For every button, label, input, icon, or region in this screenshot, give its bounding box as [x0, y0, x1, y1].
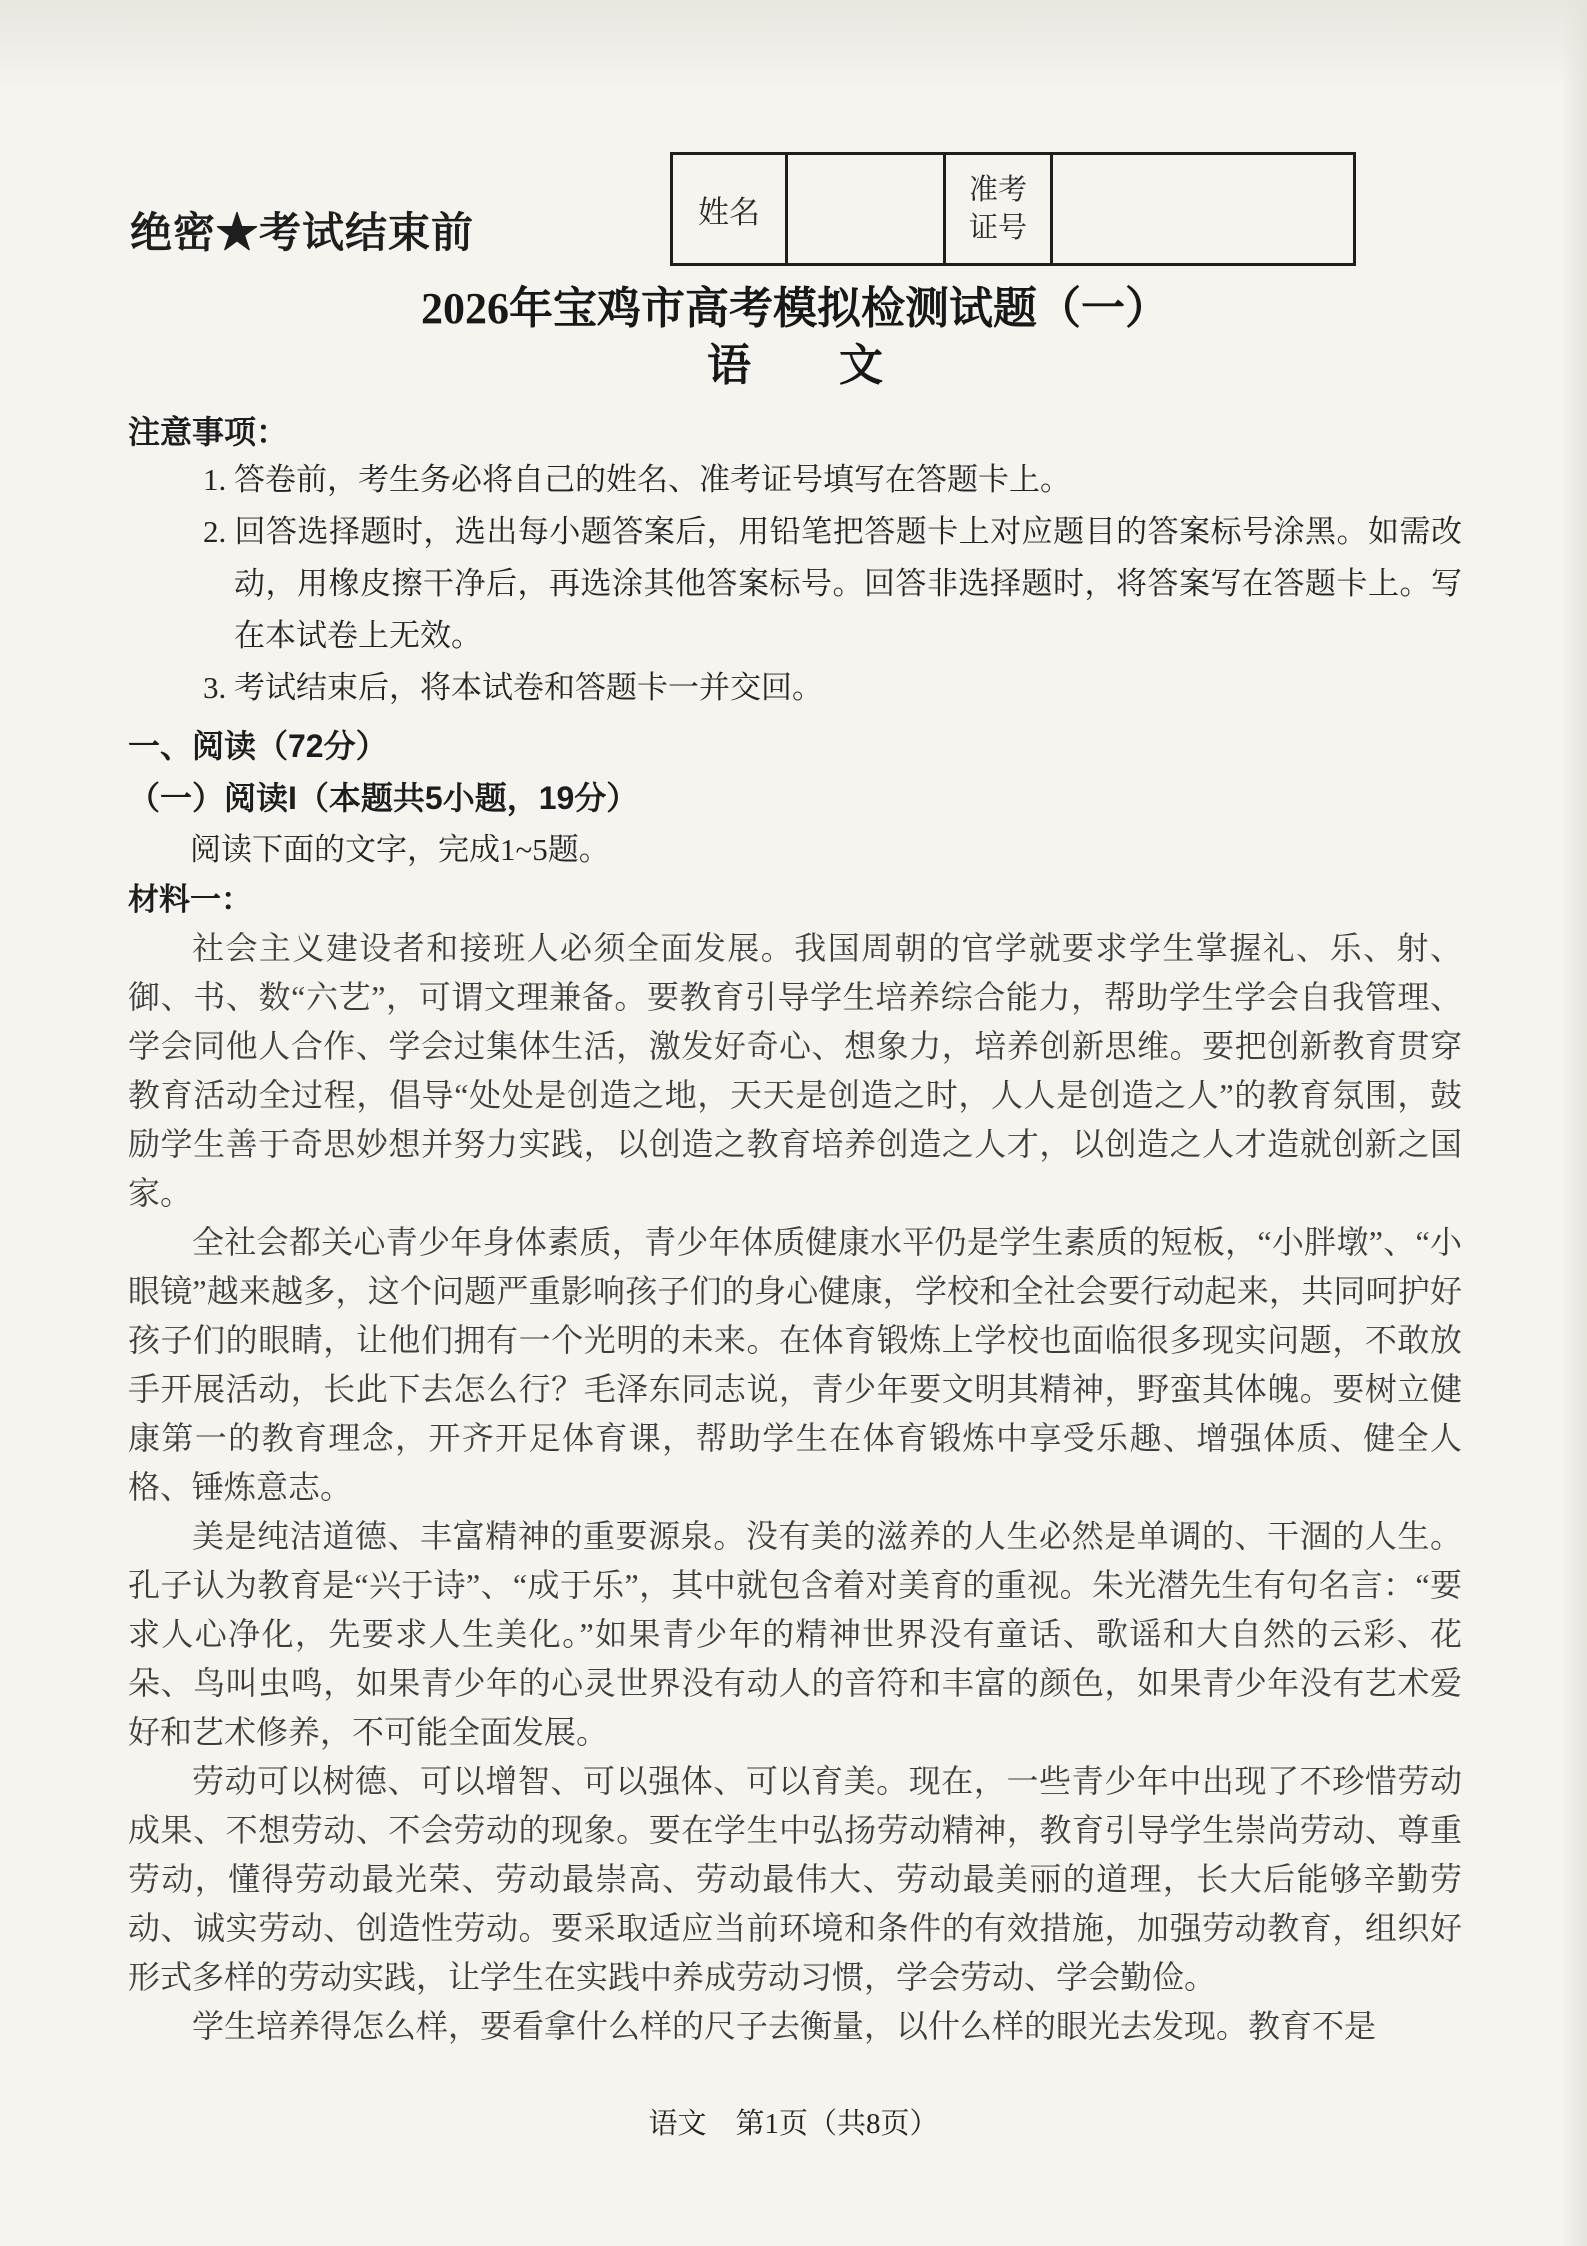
- notice-item-3: [128, 662, 1462, 714]
- notice-item-1-number: 1.: [203, 462, 227, 497]
- notice-item-3-text: 考试结束后，将本试卷和答题卡一并交回。: [234, 670, 823, 705]
- material-paragraph-3: 美是纯洁道德、丰富精神的重要源泉。没有美的滋养的人生必然是单调的、干涸的人生。孔子认为教育是“兴于诗”、“成于乐”，其中就包含着对美育的重视。朱光潜先生有句名言：“要求人心净化，先要求人生美化。”如果青少年的精神世界没有童话、歌谣和大自然的云彩、花朵、鸟叫虫鸣，如果青少年的心灵世界没有动人的音符和丰富的颜色，如果青少年没有艺术爱好和艺术修养，不可能全面发展。: [128, 1518, 1462, 1750]
- secrecy-label: 绝密★考试结束前: [130, 209, 475, 256]
- scan-shade-right: [1561, 0, 1587, 2246]
- name-label: 姓名: [672, 154, 787, 265]
- notice-heading: 注意事项：: [128, 414, 289, 450]
- ticket-number-value-cell: [1052, 154, 1355, 265]
- page-top-bar: [130, 152, 1356, 266]
- subsection-heading-reading-1: （一）阅读I（本题共5小题，19分）: [128, 780, 639, 816]
- notice-item-1-text: 答卷前，考生务必将自己的姓名、准考证号填写在答题卡上。: [234, 462, 1071, 497]
- paper-title: 2026年宝鸡市高考模拟检测试题（一）: [421, 284, 1169, 333]
- material-paragraph-5: 学生培养得怎么样，要看拿什么样的尺子去衡量，以什么样的眼光去发现。教育不是: [192, 2008, 1377, 2044]
- notice-item-1: [128, 454, 1462, 506]
- scan-shade-top: [0, 0, 1587, 90]
- notice-item-3-number: 3.: [203, 670, 227, 705]
- notice-item-2-text: 回答选择题时，选出每小题答案后，用铅笔把答题卡上对应题目的答案标号涂黑。如需改动，用橡皮擦干净后，再选涂其他答案标号。回答非选择题时，将答案写在答题卡上。写在本试卷上无效。: [234, 514, 1463, 653]
- page-footer: 语文 第1页（共8页）: [648, 2108, 939, 2140]
- material-paragraph-2: 全社会都关心青少年身体素质，青少年体质健康水平仍是学生素质的短板，“小胖墩”、“小眼镜”越来越多，这个问题严重影响孩子们的身心健康，学校和全社会要行动起来，共同呵护好孩子们的眼睛，让他们拥有一个光明的未来。在体育锻炼上学校也面临很多现实问题，不敢放手开展活动，长此下去怎么行？毛泽东同志说，青少年要文明其精神，野蛮其体魄。要树立健康第一的教育理念，开齐开足体育课，帮助学生在体育锻炼中享受乐趣、增强体质、健全人格、锤炼意志。: [128, 1224, 1462, 1505]
- section-heading-reading: 一、阅读（72分）: [128, 728, 388, 764]
- ticket-label-line1: 准考: [969, 174, 1028, 206]
- candidate-info-row: [672, 154, 1355, 265]
- notice-item-2: [128, 506, 1462, 662]
- material-one-label: 材料一：: [128, 882, 252, 917]
- candidate-info-table: [670, 152, 1356, 266]
- ticket-label-line2: 证号: [969, 212, 1028, 244]
- notice-item-2-number: 2.: [203, 514, 227, 549]
- main-content: [128, 280, 1462, 2051]
- name-value-cell: [787, 154, 945, 265]
- subject-title: 语 文: [707, 341, 883, 390]
- material-paragraph-4: 劳动可以树德、可以增智、可以强体、可以育美。现在，一些青少年中出现了不珍惜劳动成果、不想劳动、不会劳动的现象。要在学生中弘扬劳动精神，教育引导学生崇尚劳动、尊重劳动，懂得劳动最光荣、劳动最崇高、劳动最伟大、劳动最美丽的道理，长大后能够辛勤劳动、诚实劳动、创造性劳动。要采取适应当前环境和条件的有效措施，加强劳动教育，组织好形式多样的劳动实践，让学生在实践中养成劳动习惯，学会劳动、学会勤俭。: [128, 1763, 1462, 1995]
- ticket-number-label: [945, 154, 1052, 265]
- reading-instruction: 阅读下面的文字，完成1~5题。: [190, 832, 610, 867]
- material-paragraph-1: 社会主义建设者和接班人必须全面发展。我国周朝的官学就要求学生掌握礼、乐、射、御、书、数“六艺”，可谓文理兼备。要教育引导学生培养综合能力，帮助学生学会自我管理、学会同他人合作、学会过集体生活，激发好奇心、想象力，培养创新思维。要把创新教育贯穿教育活动全过程，倡导“处处是创造之地，天天是创造之时，人人是创造之人”的教育氛围，鼓励学生善于奇思妙想并努力实践，以创造之教育培养创造之人才，以创造之人才造就创新之国家。: [128, 930, 1462, 1211]
